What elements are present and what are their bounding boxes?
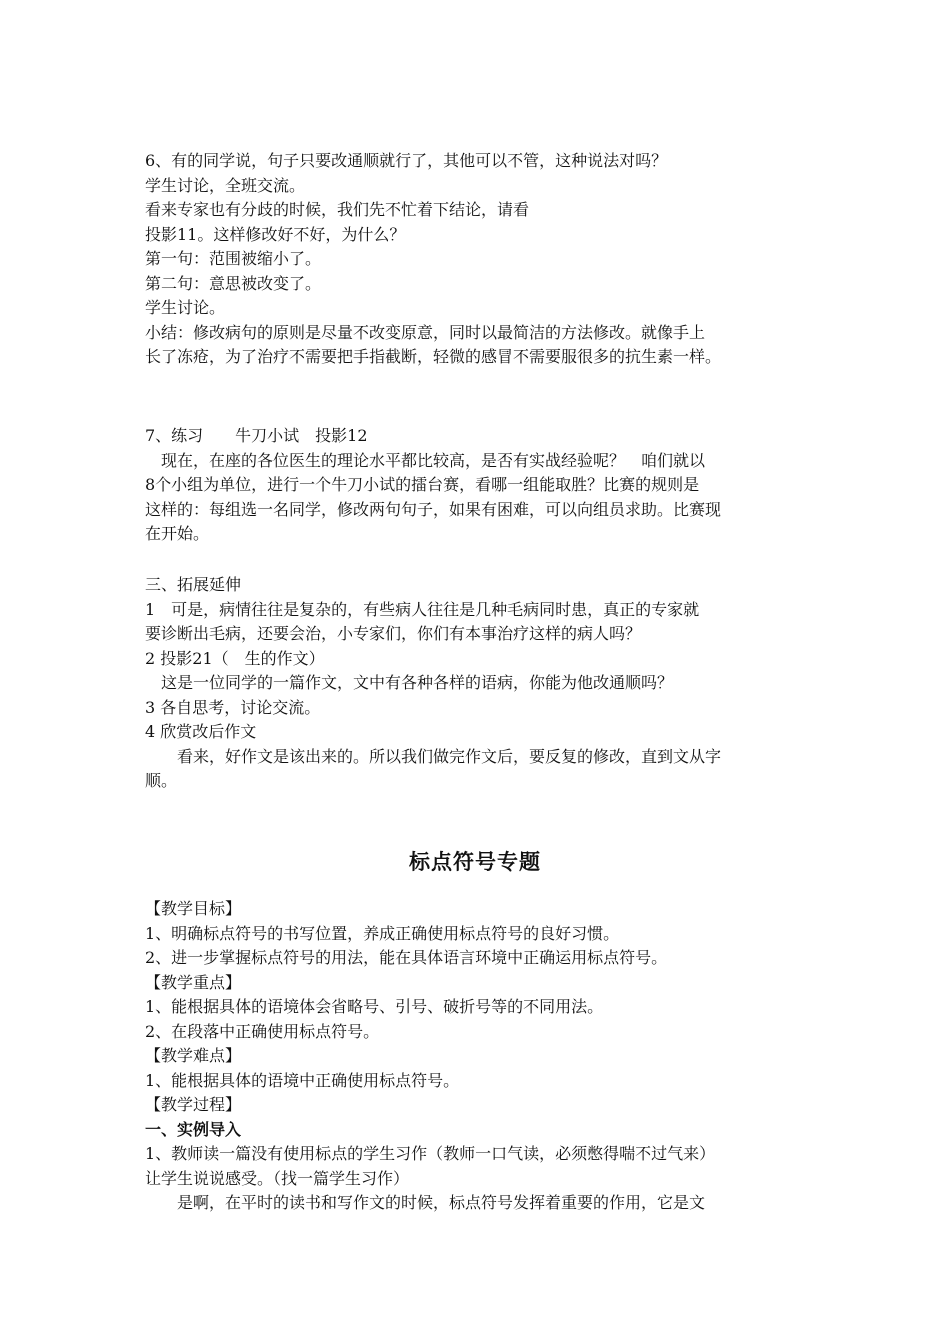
text-line: 第二句：意思被改变了。	[145, 273, 322, 293]
text-line: 这样的：每组选一名同学，修改两句句子，如果有困难，可以向组员求助。比赛现	[145, 499, 722, 519]
text-line: 看来专家也有分歧的时候，我们先不忙着下结论，请看	[145, 200, 530, 219]
text-line: 2、进一步掌握标点符号的用法，能在具体语言环境中正确运用标点符号。	[145, 948, 668, 967]
text-line: 4 欣赏改后作文	[145, 722, 257, 741]
section-c	[145, 573, 825, 794]
section-a	[145, 149, 825, 370]
text-line: 【教学目标】	[145, 899, 242, 918]
subheading: 一、实例导入	[145, 1119, 242, 1139]
text-line: 1、明确标点符号的书写位置，养成正确使用标点符号的良好习惯。	[145, 923, 620, 943]
text-line: 三、拓展延伸	[145, 575, 242, 594]
text-line: 第一句：范围被缩小了。	[145, 249, 322, 268]
text-line: 1、能根据具体的语境体会省略号、引号、破折号等的不同用法。	[145, 997, 604, 1016]
text-line: 【教学难点】	[145, 1046, 242, 1065]
text-line: 要诊断出毛病，还要会治，小专家们，你们有本事治疗这样的病人吗？	[145, 624, 642, 643]
text-line: 1 可是，病情往往是复杂的，有些病人往往是几种毛病同时患，真正的专家就	[145, 599, 700, 619]
text-line: 长了冻疮，为了治疗不需要把手指截断，轻微的感冒不需要服很多的抗生素一样。	[145, 347, 722, 366]
text-line: 【教学过程】	[145, 1095, 242, 1114]
text-line: 现在，在座的各位医生的理论水平都比较高，是否有实战经验呢？ 咱们就以	[145, 450, 706, 470]
text-line: 学生讨论。	[145, 298, 226, 317]
text-line: 2 投影21（ 生的作文）	[145, 648, 325, 668]
section-d	[145, 897, 825, 1216]
text-line: 1、能根据具体的语境中正确使用标点符号。	[145, 1070, 460, 1090]
text-line: 学生讨论，全班交流。	[145, 175, 306, 195]
text-line: 是啊，在平时的读书和写作文的时候，标点符号发挥着重要的作用，它是文	[145, 1193, 706, 1212]
text-line: 小结：修改病句的原则是尽量不改变原意，同时以最简洁的方法修改。就像手上	[145, 322, 706, 342]
text-line: 6、有的同学说，句子只要改通顺就行了，其他可以不管，这种说法对吗？	[145, 151, 668, 170]
section-title: 标点符号专题	[409, 849, 541, 874]
text-line: 顺。	[145, 771, 178, 790]
text-line: 在开始。	[145, 524, 210, 543]
text-line: 投影11。这样修改好不好，为什么？	[145, 224, 406, 244]
text-line: 【教学重点】	[145, 972, 242, 992]
text-line: 让学生说说感受。（找一篇学生习作）	[145, 1168, 410, 1188]
section-b	[145, 424, 825, 547]
text-line: 8个小组为单位，进行一个牛刀小试的擂台赛，看哪一组能取胜？比赛的规则是	[145, 475, 700, 494]
text-line: 2、在段落中正确使用标点符号。	[145, 1021, 380, 1041]
text-line: 7、练习 牛刀小试 投影12	[145, 426, 368, 445]
text-line: 看来，好作文是该出来的。所以我们做完作文后，要反复的修改，直到文从字	[145, 746, 722, 766]
text-line: 3 各自思考，讨论交流。	[145, 697, 321, 717]
text-line: 这是一位同学的一篇作文，文中有各种各样的语病，你能为他改通顺吗？	[145, 673, 674, 692]
text-line: 1、教师读一篇没有使用标点的学生习作（教师一口气读，必须憋得喘不过气来）	[145, 1144, 716, 1163]
